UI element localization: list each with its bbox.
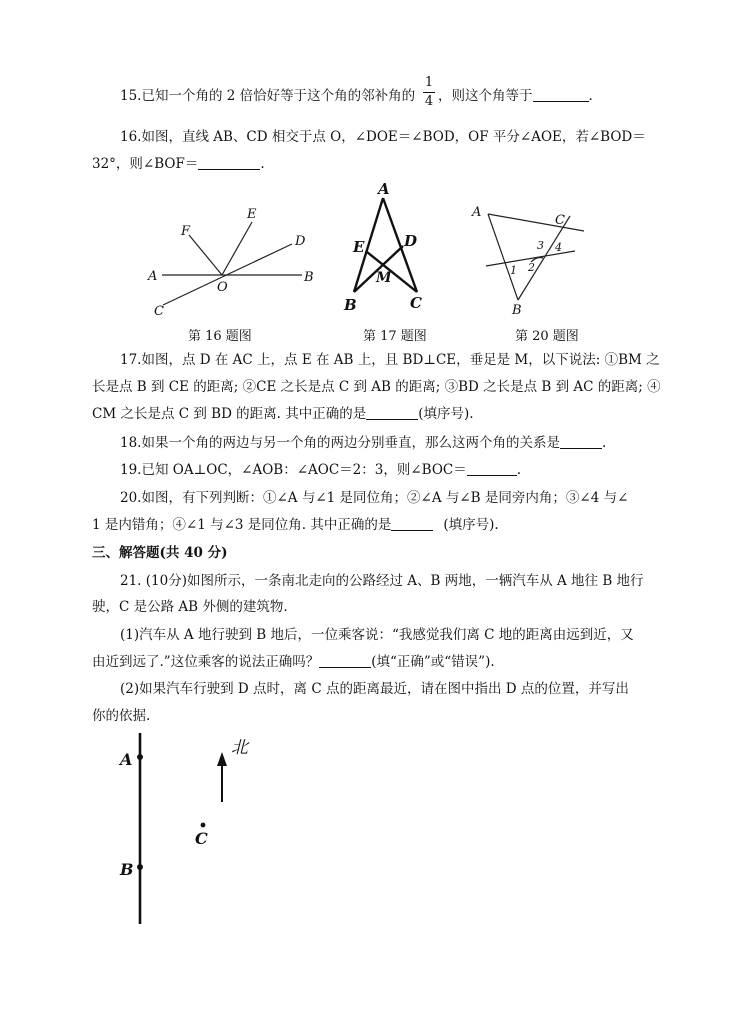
fig20-label-3: 3 bbox=[537, 239, 544, 252]
fig16-label-d: D bbox=[295, 234, 306, 249]
fig16-label-e: E bbox=[247, 207, 257, 222]
q20-line2-post: (填序号). bbox=[443, 517, 499, 533]
fig21-label-b: B bbox=[120, 860, 134, 879]
q21-part1-post: (填“正确”或“错误”). bbox=[371, 654, 495, 670]
q15-text: 15.已知一个角的 2 倍恰好等于这个角的邻补角的 bbox=[120, 88, 416, 104]
fig16-label-b: B bbox=[304, 270, 314, 285]
fig20-label-b: B bbox=[512, 303, 522, 318]
fig21-label-a: A bbox=[120, 750, 133, 769]
q16-line2-text: 32°，则∠BOF＝ bbox=[92, 156, 199, 172]
fig17-label-b: B bbox=[344, 296, 357, 314]
q15-fraction-numerator: 1 bbox=[424, 75, 434, 90]
fig17-label-c: C bbox=[410, 294, 422, 312]
fig16-label-a: A bbox=[148, 269, 158, 284]
fig21-north-label: 北 bbox=[231, 738, 248, 758]
q21-part1-text: 由近到远了.”这位乘客的说法正确吗？ bbox=[92, 654, 320, 670]
q20-line2-text: 1 是内错角；④∠1 与∠3 是同位角. 其中正确的是 bbox=[92, 517, 392, 533]
fig21-label-c: C bbox=[195, 829, 208, 848]
fig20-label-c: C bbox=[555, 213, 565, 228]
q15-fraction-denominator: 4 bbox=[424, 94, 434, 109]
fig21-point-b bbox=[137, 864, 143, 870]
q17-line3-text: CM 之长是点 C 到 BD 的距离. 其中正确的是 bbox=[92, 406, 367, 422]
q16-end: . bbox=[260, 156, 265, 172]
fig17-label-d: D bbox=[404, 232, 418, 250]
fig17-label-m: M bbox=[376, 270, 392, 286]
fig17-label-e: E bbox=[353, 238, 365, 256]
question-20-line1: 20.如图，有下列判断：①∠A 与∠1 是同位角；②∠A 与∠B 是同旁内角；③∠4 与∠ bbox=[120, 490, 629, 506]
fig16-label-o: O bbox=[217, 280, 228, 295]
fig20-label-2: 2 bbox=[528, 261, 535, 274]
fig21-point-a bbox=[137, 754, 143, 760]
question-21-part1-line1: (1)汽车从 A 地行驶到 B 地后，一位乘客说：“我感觉我们离 C 地的距离由远到近，又 bbox=[120, 627, 634, 643]
q19-end: . bbox=[516, 462, 522, 478]
question-21-line1: 21. (10分)如图所示，一条南北走向的公路经过 A、B 两地，一辆汽车从 A 地往 B 地行 bbox=[120, 573, 644, 589]
question-21-part2-line2: 你的依据. bbox=[92, 708, 151, 724]
q15-end: . bbox=[588, 88, 593, 104]
fig20-label-4: 4 bbox=[555, 241, 562, 254]
fig17-label-a: A bbox=[378, 180, 390, 198]
q15-text-post: ，则这个角等于 bbox=[438, 88, 533, 104]
q18-text: 18.如果一个角的两边与另一个角的两边分别垂直，那么这两个角的关系是 bbox=[120, 435, 560, 451]
question-17-line1: 17.如图，点 D 在 AC 上，点 E 在 AB 上，且 BD⊥CE，垂足是 M，以下说法: ①BM 之 bbox=[120, 352, 660, 368]
fig17-caption: 第 17 题图 bbox=[363, 329, 427, 344]
fig21-north-arrow-head bbox=[217, 752, 227, 766]
fig20-label-a: A bbox=[472, 205, 482, 220]
q18-end: . bbox=[601, 435, 607, 451]
q17-line3-post: (填序号). bbox=[418, 406, 474, 422]
question-21-line2: 驶，C 是公路 AB 外侧的建筑物. bbox=[92, 599, 288, 615]
fig16-label-c: C bbox=[154, 304, 164, 319]
q19-text: 19.已知 OA⊥OC，∠AOB：∠AOC＝2：3，则∠BOC＝ bbox=[120, 462, 467, 478]
question-17-line2: 长是点 B 到 CE 的距离; ②CE 之长是点 C 到 AB 的距离; ③BD 之长是点 B 到 AC 的距离; ④ bbox=[92, 379, 661, 395]
fig21-point-c bbox=[201, 823, 206, 828]
fig20-caption: 第 20 题图 bbox=[515, 329, 579, 344]
fig16-caption: 第 16 题图 bbox=[188, 329, 252, 344]
fig20-label-1: 1 bbox=[510, 264, 517, 277]
fig16-label-f: F bbox=[181, 224, 191, 239]
section-3-heading: 三、解答题(共 40 分) bbox=[92, 545, 228, 561]
question-16-line1: 16.如图，直线 AB、CD 相交于点 O，∠DOE＝∠BOD，OF 平分∠AOE，若∠BOD＝ bbox=[120, 129, 646, 145]
question-21-part2-line1: (2)如果汽车行驶到 D 点时，离 C 点的距离最近，请在图中指出 D 点的位置，并写出 bbox=[120, 681, 629, 697]
